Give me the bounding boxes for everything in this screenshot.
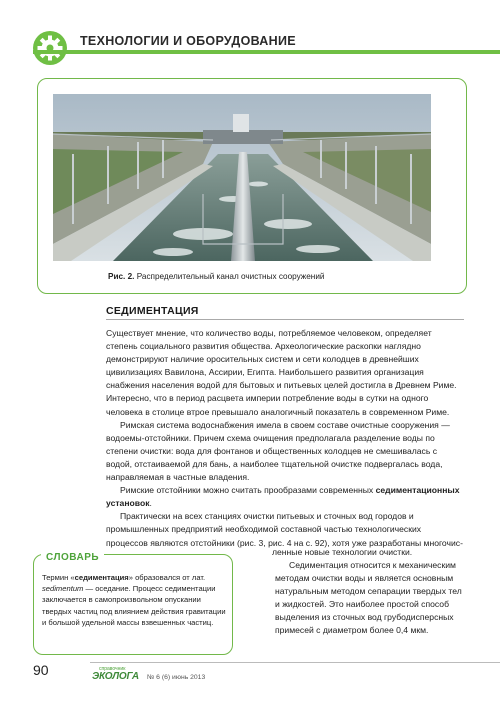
caption-text: Распределительный канал очистных сооружений [136, 272, 325, 281]
glossary-title: СЛОВАРЬ [46, 552, 100, 563]
brand-logo: ЭКОЛОГА [92, 671, 139, 682]
paragraph-4: Практически на всех станциях очистки питьевых и сточных вод городов и промышленных предприятий необходимой составной частью технологических процессов являются отстойники (рис. 3, рис. 4 на с. 92), хотя уже разработаны многочис- [106, 511, 463, 548]
figure-caption [108, 272, 324, 281]
brand-subtitle: справочник [99, 666, 126, 672]
term-sedimentation-units: седиментационных установок [106, 485, 460, 509]
article-heading: СЕДИМЕНТАЦИЯ [106, 305, 199, 317]
issue-info: № 6 (6) июнь 2013 [147, 674, 206, 681]
header-rule [33, 50, 500, 54]
paragraph-2: Римская система водоснабжения имела в своем составе очистные сооружения — водоемы-отстойники. Причем схема очищения предполагала разделение воды по степени очистки: вода для фонтанов и общественных колодцев не смешивалась с водой, отстаиваемой для бань, а наиболее тщательной очистке подвергалась вода, направляемая в частные владения. [106, 419, 450, 483]
paragraph-1: Существует мнение, что количество воды, потребляемое человеком, определяет степень социального развития общества. Археологические раскопки наглядно демонстрируют наличие оросительных систем и сети колодцев в древнейших цивилизациях Вавилона, Ассирии, Египта. Наибольшего развития организация снабжения населения водой для бытовых и питьевых целей достигла в Древнем Риме. Интересно, что в период расцвета империи потребление воды в сутки на одного человека в столице втрое превышало аналогичный показатель в современном Риме. [106, 328, 457, 417]
paragraph-5: Седиментация относится к механическим методам очистки воды и является основным натуральным методом сепарации твердых тел и жидкостей. Это наиболее простой способ выделения из сточных вод грубодисперсных примесей с диаметром более 0,4 мкм. [275, 560, 462, 636]
latin-term: sedimentum [42, 584, 84, 594]
glossary-title-wrap [41, 547, 104, 565]
page-number: 90 [33, 662, 49, 678]
gear-icon [33, 31, 67, 65]
footer-rule [90, 662, 500, 663]
glossary-text: Термин «седиментация» образовался от лат. sedimentum — оседание. Процесс седиментации заключается в самопроизвольном опускании твердых частиц под влиянием действия гравитации и большой удельной массы взвешенных частиц. [42, 573, 226, 627]
caption-label: Рис. 2. [108, 272, 135, 281]
heading-rule [106, 319, 464, 320]
paragraph-3: Римские отстойники можно считать прообразами современных седиментационных установок. [106, 485, 460, 509]
section-title: ТЕХНОЛОГИИ И ОБОРУДОВАНИЕ [80, 34, 296, 48]
article-column-2 [275, 559, 464, 638]
paragraph-4-tail: ленные новые технологии очистки. [272, 547, 413, 557]
water-treatment-channel-photo [53, 94, 431, 261]
article-body [106, 327, 464, 550]
glossary-term: седиментация [74, 573, 129, 582]
